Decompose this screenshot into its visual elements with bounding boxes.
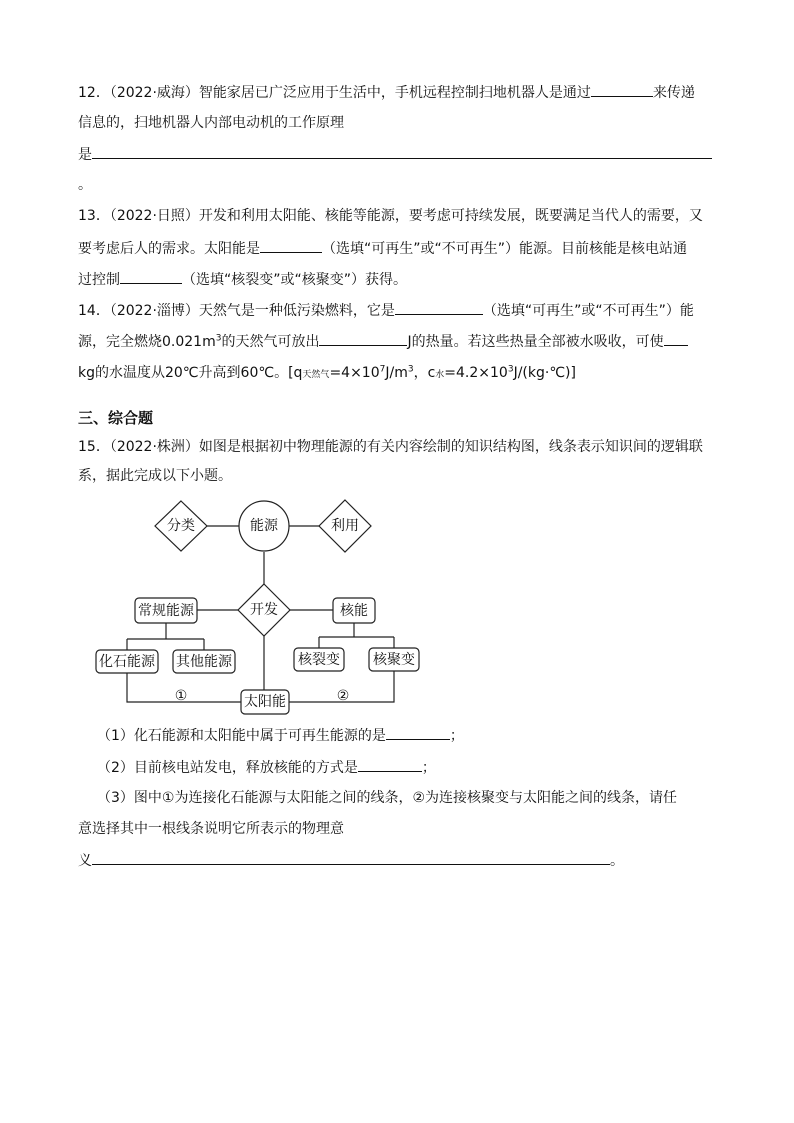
- q15-sub2: （2）目前核电站发电，释放核能的方式是 ；: [97, 757, 436, 778]
- q13-line1: 13．（2022·日照）开发和利用太阳能、核能等能源，要考虑可持续发展，既要满足当代人的需要，又: [78, 208, 703, 224]
- q15-sub3-line1: （3）图中①为连接化石能源与太阳能之间的线条，②为连接核聚变与太阳能之间的线条，请任: [97, 790, 678, 806]
- q15-sub3-line2: 意选择其中一根线条说明它所表示的物理意: [78, 821, 344, 837]
- develop-label: 开发: [250, 602, 278, 618]
- section-heading: 三、综合题: [78, 409, 154, 427]
- solar-label: 太阳能: [244, 694, 286, 710]
- fossil-label: 化石能源: [99, 654, 155, 670]
- classify-label: 分类: [167, 518, 195, 534]
- q13-line2: 要考虑后人的需求。太阳能是 （选填“可再生”或“不可再生”）能源。目前核能是核电站通: [78, 238, 687, 259]
- use-label: 利用: [331, 518, 359, 534]
- line-mark-1: ①: [174, 688, 188, 704]
- q12-line2: 信息的，扫地机器人内部电动机的工作原理: [78, 115, 344, 131]
- q15-blank-2[interactable]: [358, 757, 422, 772]
- q13-line3: 过控制 （选填“核裂变”或“核聚变”）获得。: [78, 269, 407, 290]
- conventional-label: 常规能源: [138, 603, 194, 619]
- q15-sub1: （1）化石能源和太阳能中属于可再生能源的是 ；: [97, 725, 464, 746]
- q14-line1: 14．（2022·淄博）天然气是一种低污染燃料，它是 （选填“可再生”或“不可再生”）能: [78, 300, 694, 321]
- q14-line3: kg的水温度从20℃升高到60℃。[q天然气$=4\times 10^7J/m^3$，c水$=4.2\times 10^3J/(kg\cdot℃)$]: [78, 364, 576, 381]
- q12-line3: 是: [78, 144, 712, 165]
- q15-line2: 系，据此完成以下小题。: [78, 468, 232, 484]
- energy-label: 能源: [250, 518, 278, 534]
- q15-sub3-line3: 义 。: [78, 850, 624, 871]
- nuclear-label: 核能: [340, 603, 368, 619]
- other-label: 其他能源: [176, 654, 232, 670]
- fusion-label: 核聚变: [373, 652, 415, 668]
- q15-line1: 15．（2022·株洲）如图是根据初中物理能源的有关内容绘制的知识结构图，线条表示知识间的逻辑联: [78, 439, 703, 455]
- q12-line4: 。: [78, 177, 92, 193]
- q15-blank-3[interactable]: [92, 850, 610, 865]
- q12-line1: 12．（2022·威海）智能家居已广泛应用于生活中，手机远程控制扫地机器人是通过 来传递: [78, 82, 695, 103]
- q12-text: 12．（2022·威海）智能家居已广泛应用于生活中，手机远程控制扫地机器人是通过: [78, 85, 591, 101]
- line-mark-2: ②: [336, 688, 350, 704]
- fission-label: 核裂变: [298, 652, 340, 668]
- q15-blank-1[interactable]: [386, 725, 450, 740]
- q14-line2: 源，完全燃烧$0.021m^3$的天然气可放出 J的热量。若这些热量全部被水吸收，可使: [78, 331, 688, 352]
